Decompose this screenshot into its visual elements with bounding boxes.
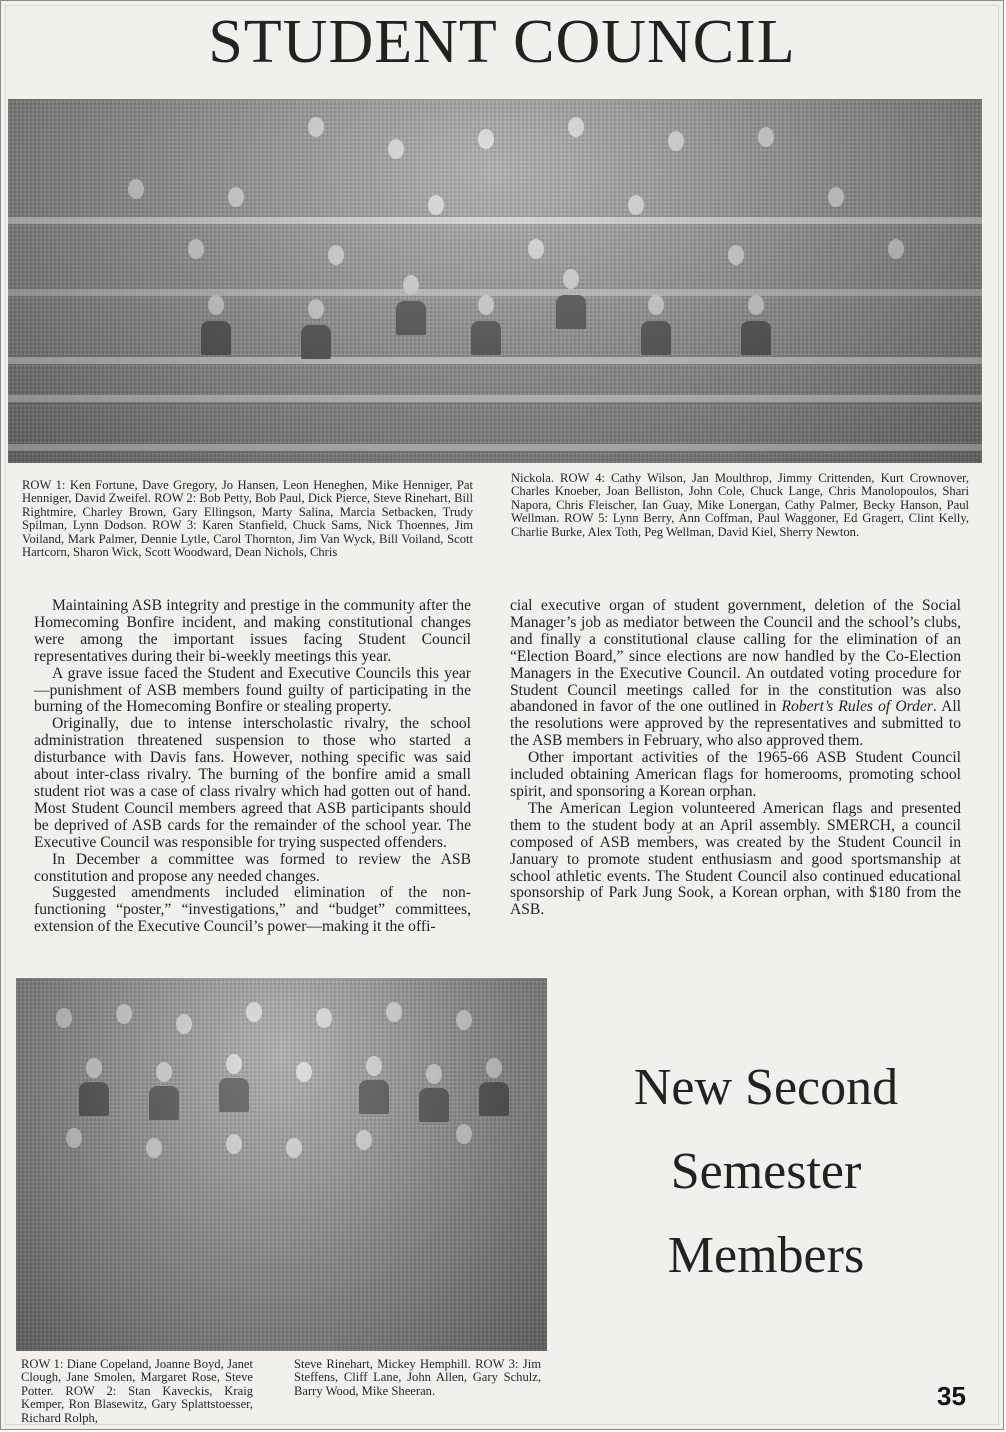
heading-line: Semester — [670, 1143, 862, 1200]
page-title: STUDENT COUNCIL — [208, 8, 796, 76]
article-paragraph: Maintaining ASB integrity and prestige in the community after the Homecoming Bonfire incident, and making constitutional changes were among the important issues facing Student Council representatives during their bi-weekly meetings this year. — [34, 597, 471, 665]
article-italic-text: Robert’s Rules of Order — [781, 698, 933, 716]
article-paragraph: Other important activities of the 1965-66 ASB Student Council included obtaining American flags for homerooms, promoting school spirit, and sponsoring a Korean orphan. — [510, 749, 961, 800]
new-members-group-photo — [16, 978, 547, 1351]
article-paragraph — [510, 598, 961, 750]
page-number: 35 — [937, 1381, 966, 1411]
article-paragraph: In December a committee was formed to review the ASB constitution and propose any needed changes. — [34, 850, 471, 885]
bottom-photo-caption-left: ROW 1: Diane Copeland, Joanne Boyd, Janet Clough, Jane Smolen, Margaret Rose, Steve Potter. ROW 2: Stan Kaveckis, Kraig Kemper, Ron Blasewitz, Gary Splattstoesser, Richard Rolph, — [21, 1357, 253, 1425]
article-paragraph: The American Legion volunteered American flags and presented them to the student body at an April assembly. SMERCH, a council composed of ASB members, was created by the Student Council in January to promote student enthusiasm and good sportsmanship at school athletic events. The Student Council also continued educational sponsorship of Park Jung Sook, a Korean orphan, with $180 from the ASB. — [510, 799, 961, 919]
top-photo-caption-right: Nickola. ROW 4: Cathy Wilson, Jan Moulthrop, Jimmy Crittenden, Kurt Crownover, Charles Knoeber, Joan Belliston, John Cole, Chuck Lange, Chris Manolopoulos, Shari Napora, Chris Fleischer, Ian Guay, Mike Lonergan, Cathy Palmer, Becky Hanson, Paul Wellman. ROW 5: Lynn Berry, Ann Coffman, Paul Waggoner, Ed Gragert, Clint Kelly, Charlie Burke, Alex Toth, Peg Wellman, David Kiel, Sherry Newton. — [511, 471, 969, 539]
heading-line: Members — [667, 1227, 865, 1284]
article-column-left — [34, 598, 471, 936]
article-paragraph: Suggested amendments included elimination of the non-functioning “poster,” “investigations,” and “budget” committees, extension of the Executive Council’s power—making it the offi- — [34, 884, 471, 936]
new-members-heading — [571, 1046, 961, 1298]
heading-line: New Second — [633, 1059, 899, 1116]
article-text: cial executive organ of student government, deletion of the Social Manager’s job as mediator between the Council and the school’s clubs, and finally a constitutional clause calling for the elimination of an “Election Board,” since elections are now handled by the Co-Election Managers in the Executive Council. An outdated voting procedure for Student Council meetings called for in the constitution was also abandoned in favor of the one outlined in — [510, 597, 961, 716]
top-photo-caption-left: ROW 1: Ken Fortune, Dave Gregory, Jo Hansen, Leon Heneghen, Mike Henniger, Pat Henniger, David Zweifel. ROW 2: Bob Petty, Bob Paul, Dick Pierce, Steve Rinehart, Bill Rightmire, Charley Brown, Gary Ellingson, Marty Salina, Marcia Setbacken, Trudy Spilman, Lynn Dodson. ROW 3: Karen Stanfield, Chuck Sams, Nick Thoennes, Jim Voiland, Mark Palmer, Dennie Lytle, Carol Thornton, Jim Van Wyck, Bill Voiland, Scott Hartcorn, Sharon Wick, Scott Woodward, Dean Nichols, Chris — [22, 478, 473, 560]
student-council-group-photo — [8, 99, 982, 463]
article-text: . All the resolutions were approved by the representatives and submitted to the ASB members in February, who also approved them. — [510, 698, 961, 750]
bottom-photo-caption-right: Steve Rinehart, Mickey Hemphill. ROW 3: Jim Steffens, Cliff Lane, John Allen, Gary Schulz, Barry Wood, Mike Sheeran. — [294, 1357, 541, 1398]
article-paragraph: Originally, due to intense interscholastic rivalry, the school administration threatened suspension to those who started a disturbance with Davis fans. However, nothing specific was said about inter-class rivalry. The burning of the bonfire amid a small student riot was a case of class rivalry which had gotten out of hand. Most Student Council members agreed that ASB participants should be deprived of ASB cards for the remainder of the school year. The Executive Council was responsible for trying suspected offenders. — [34, 715, 471, 851]
article-paragraph: A grave issue faced the Student and Executive Councils this year—punishment of ASB members found guilty of participating in the burning of the Homecoming Bonfire or stealing property. — [34, 664, 471, 716]
article-column-right — [510, 598, 961, 919]
